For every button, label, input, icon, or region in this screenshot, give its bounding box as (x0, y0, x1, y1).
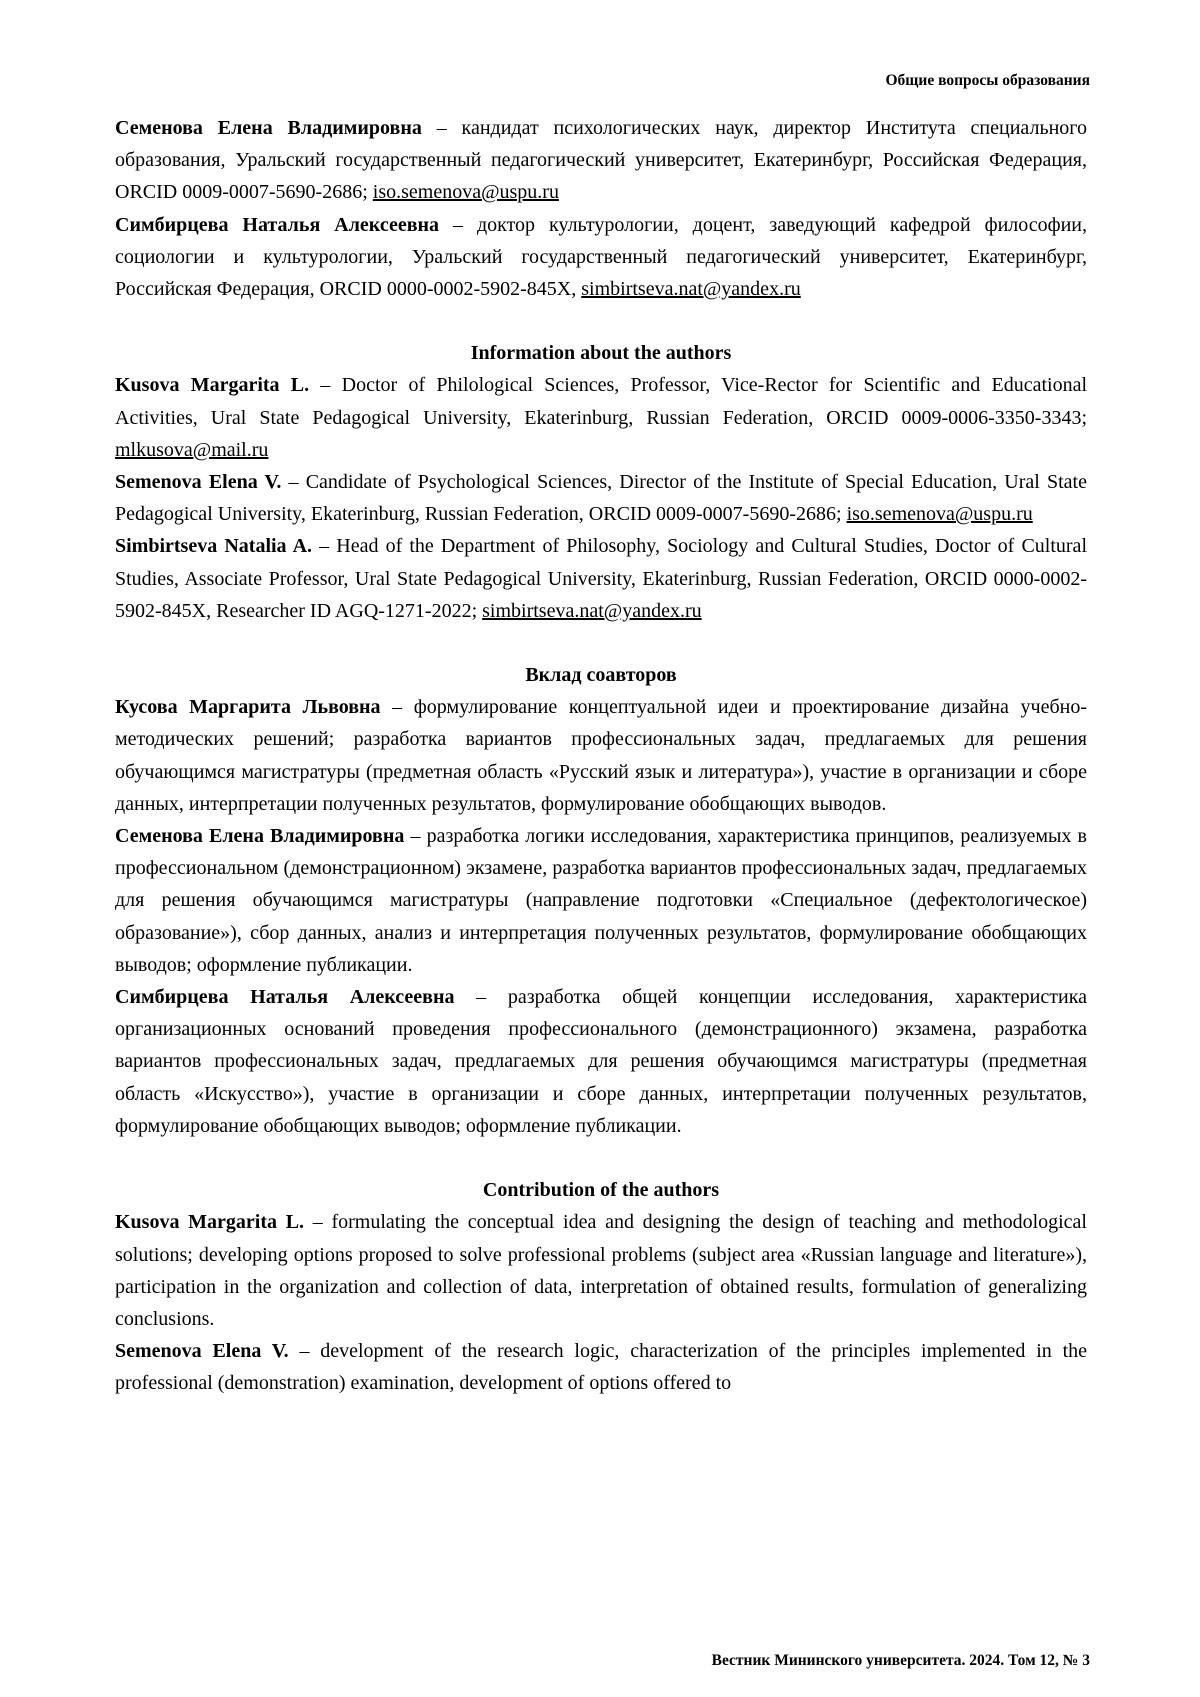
author-details: – Head of the Department of Philosophy, Sociology and Cultural Studies, Doctor of Cultural Studies, Associate Professor, Ural State Pedagogical University, Ekaterinburg, Russian Federation, ORCID 0000-0002-5902-845X, Researcher ID AGQ-1271-2022; (115, 535, 1087, 622)
section-title-contribution-of-authors: Contribution of the authors (482, 1179, 720, 1202)
author-name: Семенова Елена Владимировна (115, 825, 405, 848)
author-info-en-simbirtseva (115, 530, 1087, 627)
contribution-text: – development of the research logic, characterization of the principles implemented in the professional (demonstration) examination, development of options offered to (115, 1340, 1088, 1395)
author-email-link[interactable]: iso.semenova@uspu.ru (846, 503, 1033, 526)
running-footer: Вестник Мининского университета. 2024. Том 12, № 3 (711, 1652, 1090, 1669)
author-name: Simbirtseva Natalia A. (115, 535, 313, 558)
contribution-en-semenova (115, 1335, 1087, 1399)
author-info-en-semenova (115, 466, 1087, 530)
author-name: Симбирцева Наталья Алексеевна (115, 986, 455, 1009)
author-email-link[interactable]: simbirtseva.nat@yandex.ru (482, 599, 702, 622)
contribution-en-kusova (115, 1206, 1087, 1335)
author-name: Kusova Margarita L. (115, 1211, 305, 1234)
section-title-vklad-soavtorov: Вклад соавторов (525, 664, 677, 687)
author-details: – Doctor of Philological Sciences, Professor, Vice-Rector for Scientific and Educational Activities, Ural State Pedagogical University, Ekaterinburg, Russian Federation, ORCID 0009-0006-3350-3343; (115, 374, 1087, 429)
page-content (115, 112, 1087, 1400)
author-details: – кандидат психологических наук, директор Института специального образования, Уральский государственный педагогический университет, Екатеринбург, Российская Федерация, ORCID 0009-0007-5690-2686; (115, 117, 1087, 204)
contribution-text: – разработка общей концепции исследования, характеристика организационных оснований проведения профессионального (демонстрационного) экзамена, разработка вариантов профессиональных задач, предлагаемых для решения обучающимся магистратуры (предметная область «Искусство»), участие в организации и сборе данных, интерпретации полученных результатов, формулирование обобщающих выводов; оформление публикации. (115, 986, 1087, 1137)
contribution-ru-semenova (115, 820, 1087, 981)
author-email-link[interactable]: iso.semenova@uspu.ru (372, 181, 559, 204)
author-name: Kusova Margarita L. (115, 374, 310, 397)
author-name: Semenova Elena V. (115, 1340, 289, 1363)
contribution-ru-kusova (115, 691, 1087, 820)
author-info-ru-semenova (115, 112, 1087, 209)
author-info-en-kusova (115, 369, 1087, 466)
contribution-text: – разработка логики исследования, характеристика принципов, реализуемых в профессиональном (демонстрационном) экзамене, разработка вариантов профессиональных задач, предлагаемых для решения обучающимся магистратуры (направление подготовки «Специальное (дефектологическое) образование»), сбор данных, анализ и интерпретация полученных результатов, формулирование обобщающих выводов; оформление публикации. (115, 825, 1087, 976)
contribution-text: – формулирование концептуальной идеи и проектирование дизайна учебно-методических решений; разработка вариантов профессиональных задач, предлагаемых для решения обучающимся магистратуры (предметная область «Русский язык и литература»), участие в организации и сборе данных, интерпретации полученных результатов, формулирование обобщающих выводов. (115, 696, 1087, 815)
author-details: – Candidate of Psychological Sciences, Director of the Institute of Special Education, Ural State Pedagogical University, Ekaterinburg, Russian Federation, ORCID 0009-0007-5690-2686; (115, 471, 1087, 526)
contribution-ru-simbirtseva (115, 981, 1087, 1142)
author-email-link[interactable]: mlkusova@mail.ru (115, 438, 269, 461)
author-name: Кусова Маргарита Львовна (115, 696, 381, 719)
author-name: Симбирцева Наталья Алексеевна (115, 213, 440, 236)
author-name: Семенова Елена Владимировна (115, 117, 422, 139)
author-email-link[interactable]: simbirtseva.nat@yandex.ru (581, 278, 801, 301)
running-header: Общие вопросы образования (885, 72, 1090, 89)
contribution-text: – formulating the conceptual idea and designing the design of teaching and methodological solutions; developing options proposed to solve professional problems (subject area «Russian language and literature»), participation in the organization and collection of data, interpretation of obtained results, formulation of generalizing conclusions. (115, 1211, 1087, 1330)
author-details: – доктор культурологии, доцент, заведующий кафедрой философии, социологии и культурологии, Уральский государственный педагогический университет, Екатеринбург, Российская Федерация, ORCID 0000-0002-5902-845X, (115, 213, 1088, 301)
section-title-information-about-authors: Information about the authors (470, 342, 732, 365)
author-name: Semenova Elena V. (115, 471, 282, 494)
author-info-ru-simbirtseva (115, 209, 1087, 306)
